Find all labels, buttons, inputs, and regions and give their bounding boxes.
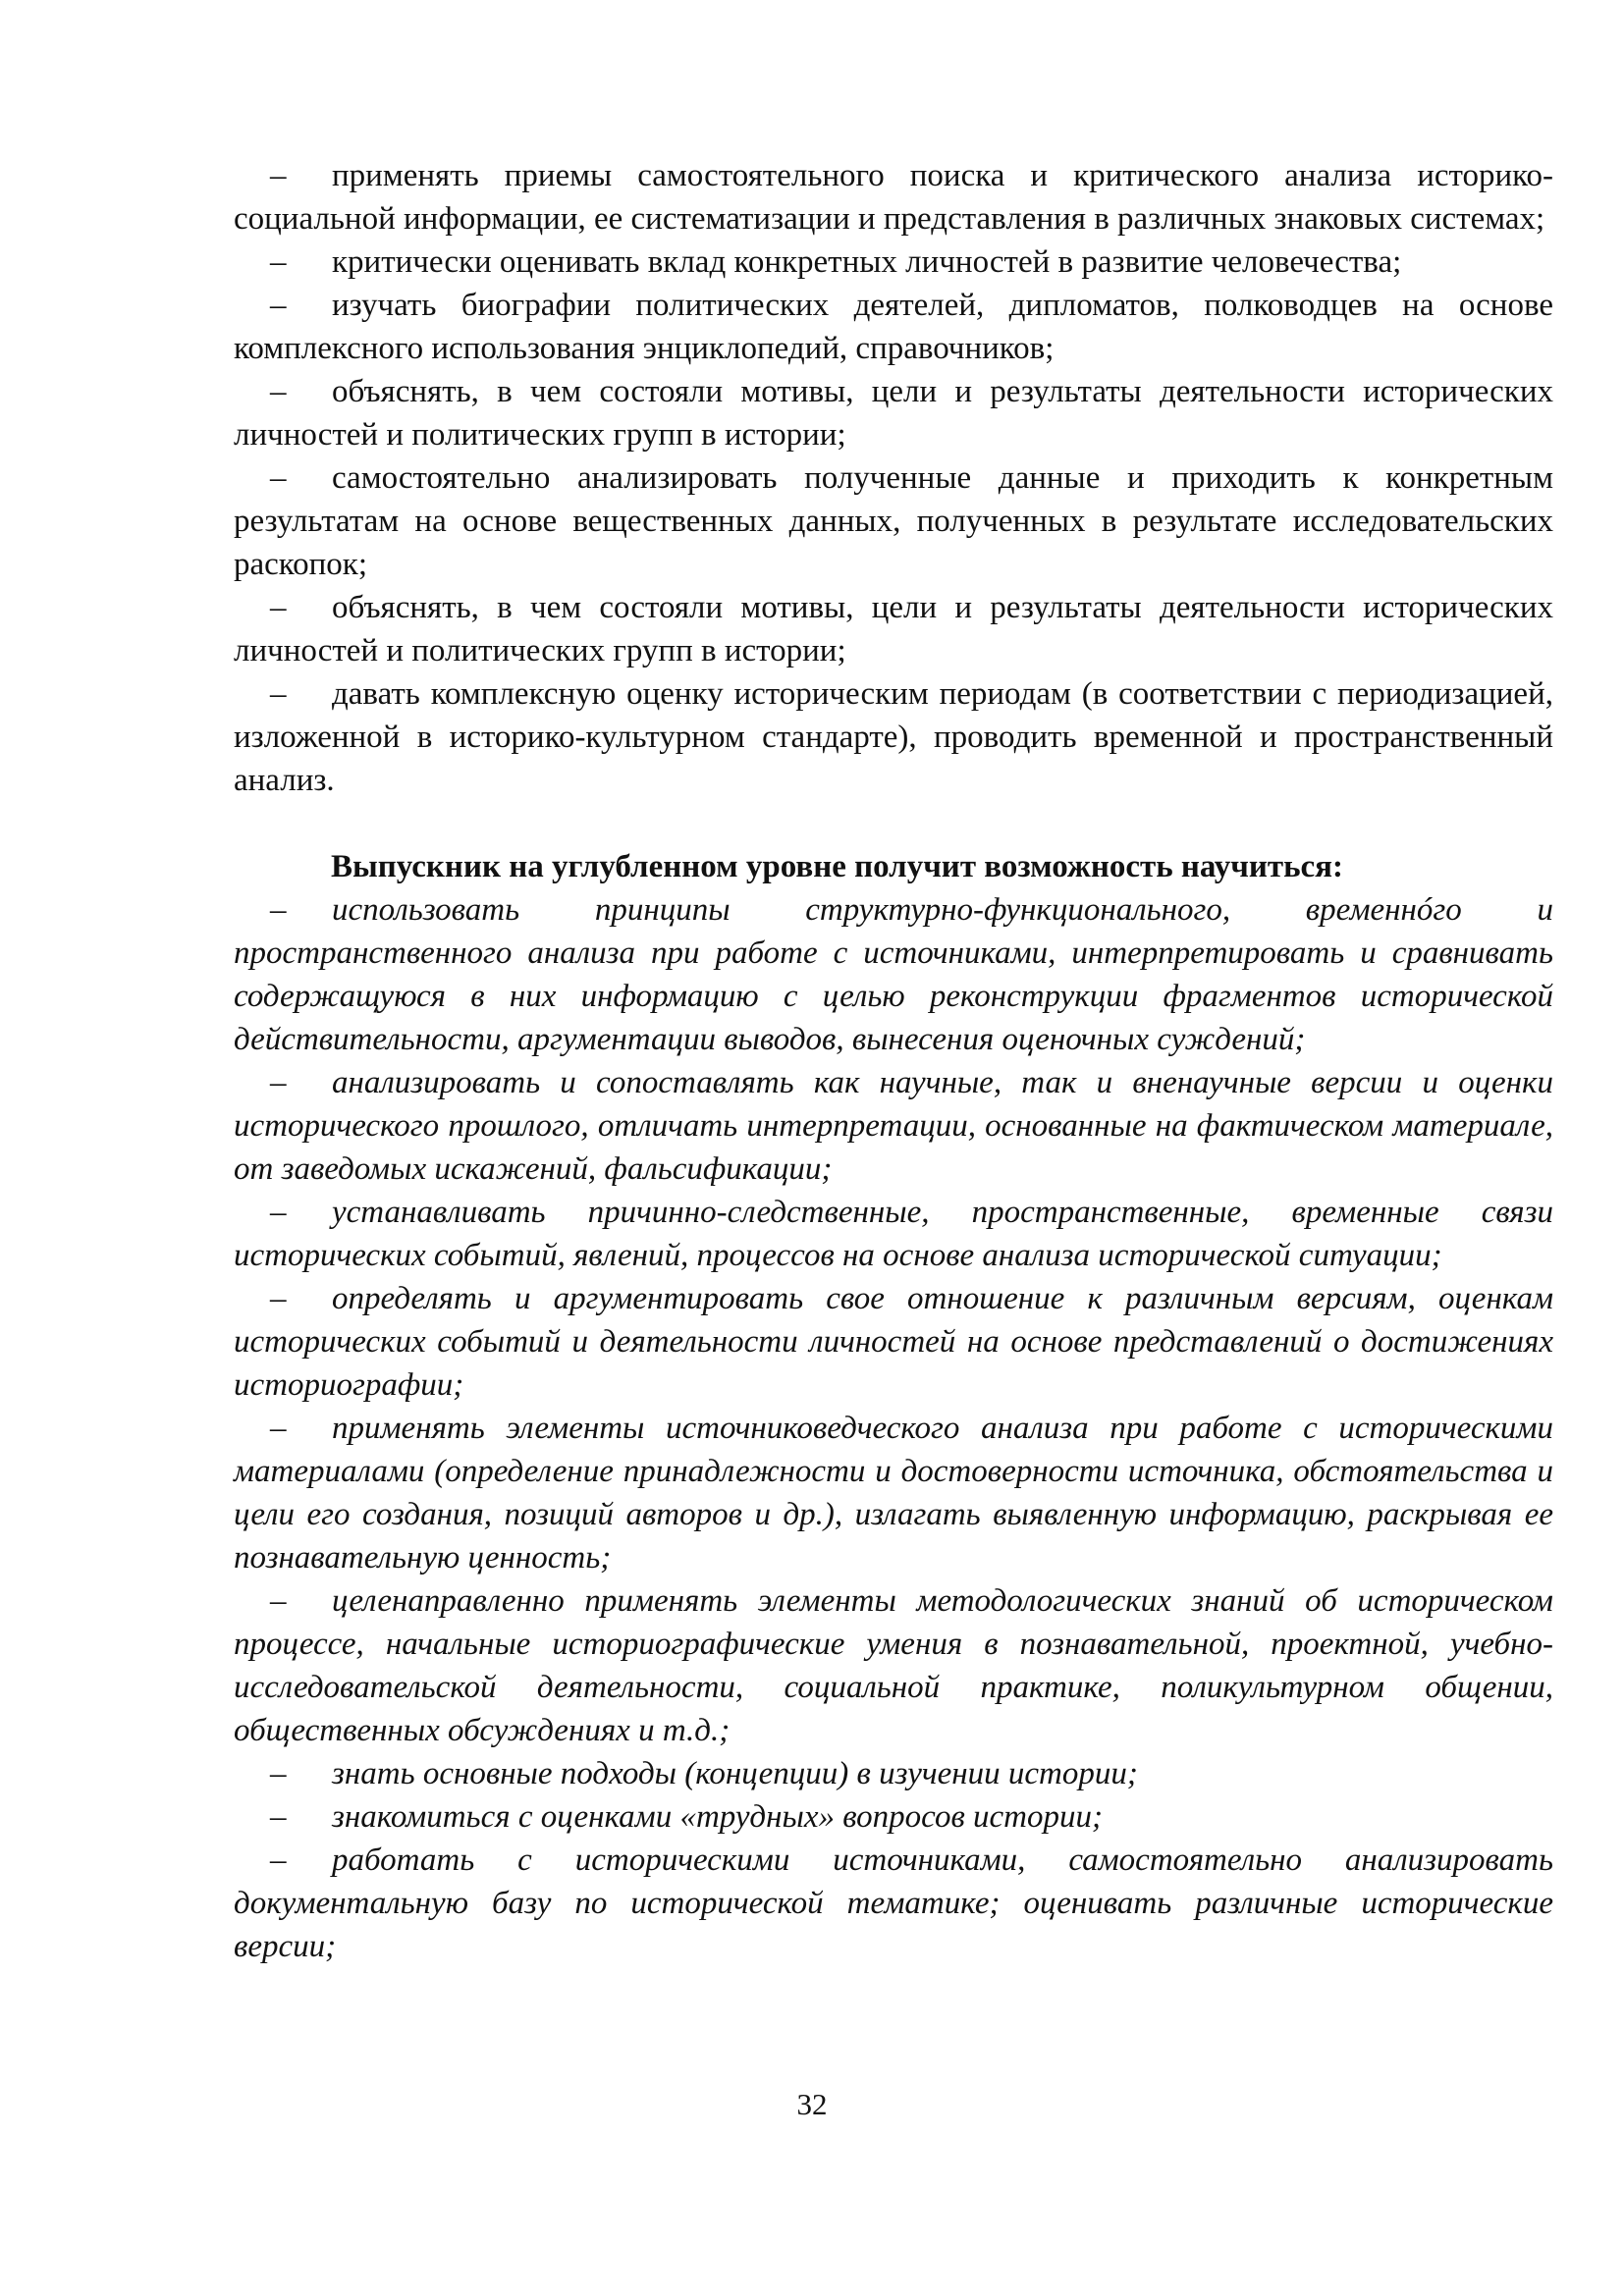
list-item-text: изучать биографии политических деятелей, дипломатов, полководцев на основе комплексного использования энциклопедий, справочников; — [234, 288, 1553, 366]
list-item — [234, 1795, 1553, 1839]
list-marker: – — [270, 1583, 287, 1619]
list-item — [234, 1191, 1553, 1277]
list-marker: – — [270, 1842, 287, 1878]
list-marker: – — [270, 1411, 287, 1446]
list-marker: – — [270, 244, 287, 280]
list-item-text: объяснять, в чем состояли мотивы, цели и результаты деятельности исторических личностей и политических групп в истории; — [234, 374, 1553, 453]
list-item — [234, 672, 1553, 802]
list-item — [234, 1839, 1553, 1968]
list-item-text: знакомиться с оценками «трудных» вопросов истории; — [332, 1799, 1103, 1835]
list-marker: – — [270, 1195, 287, 1230]
list-item — [234, 370, 1553, 456]
list-item-text: определять и аргументировать свое отношение к различным версиям, оценкам исторических событий и деятельности личностей на основе представлений о достижениях историографии; — [234, 1281, 1553, 1403]
list-item — [234, 1277, 1553, 1407]
list-item-text: анализировать и сопоставлять как научные, так и вненаучные версии и оценки исторического прошлого, отличать интерпретации, основанные на фактическом материале, от заведомых искажений, фальсификации; — [234, 1065, 1553, 1187]
list-item-text: самостоятельно анализировать полученные данные и приходить к конкретным результатам на основе вещественных данных, полученных в результате исследовательских раскопок; — [234, 460, 1553, 582]
list-marker: – — [270, 288, 287, 323]
page-content — [234, 154, 1553, 1968]
list-marker: – — [270, 892, 287, 928]
list-item — [234, 888, 1553, 1061]
list-item-text: знать основные подходы (концепции) в изучении истории; — [332, 1756, 1138, 1791]
list-item-text: целенаправленно применять элементы методологических знаний об историческом процессе, начальные историографические умения в познавательной, проектной, учебно-исследовательской деятельности, социальной практике, поликультурном общении, общественных обсуждениях и т.д.; — [234, 1583, 1553, 1748]
list-item — [234, 1407, 1553, 1579]
list-item-text: давать комплексную оценку историческим периодам (в соответствии с периодизацией, изложенной в историко-культурном стандарте), проводить временной и пространственный анализ. — [234, 676, 1553, 798]
list-marker: – — [270, 460, 287, 496]
list-item — [234, 1061, 1553, 1191]
regular-skills-list — [234, 154, 1553, 802]
list-item — [234, 154, 1553, 240]
page-number: 32 — [796, 2087, 828, 2121]
list-marker: – — [270, 1281, 287, 1316]
list-item-text: объяснять, в чем состояли мотивы, цели и результаты деятельности исторических личностей и политических групп в истории; — [234, 590, 1553, 668]
list-item — [234, 1579, 1553, 1752]
list-item — [234, 456, 1553, 586]
list-item — [234, 240, 1553, 284]
section-heading: Выпускник на углубленном уровне получит возможность научиться: — [331, 849, 1344, 884]
list-item-text: применять приемы самостоятельного поиска и критического анализа историко-социальной информации, ее систематизации и представления в различных знаковых системах; — [234, 158, 1553, 237]
list-marker: – — [270, 158, 287, 193]
list-item — [234, 284, 1553, 370]
list-marker: – — [270, 1756, 287, 1791]
list-marker: – — [270, 1065, 287, 1100]
list-marker: – — [270, 590, 287, 625]
advanced-skills-list — [234, 888, 1553, 1968]
list-item-text: работать с историческими источниками, самостоятельно анализировать документальную базу по исторической тематике; оценивать различные исторические версии; — [234, 1842, 1553, 1964]
list-item-text: применять элементы источниковедческого анализа при работе с историческими материалами (определение принадлежности и достоверности источника, обстоятельства и цели его создания, позиций авторов и др.), излагать выявленную информацию, раскрывая ее познавательную ценность; — [234, 1411, 1553, 1575]
list-item-text: устанавливать причинно-следственные, пространственные, временные связи исторических событий, явлений, процессов на основе анализа исторической ситуации; — [234, 1195, 1553, 1273]
list-marker: – — [270, 374, 287, 409]
list-item — [234, 586, 1553, 672]
list-item-text: критически оценивать вклад конкретных личностей в развитие человечества; — [332, 244, 1402, 280]
list-marker: – — [270, 1799, 287, 1835]
list-item — [234, 1752, 1553, 1795]
list-item-text: использовать принципы структурно-функционального, временнóго и пространственного анализа при работе с источниками, интерпретировать и сравнивать содержащуюся в них информацию с целью реконструкции фрагментов исторической действительности, аргументации выводов, вынесения оценочных суждений; — [234, 892, 1553, 1057]
list-marker: – — [270, 676, 287, 712]
